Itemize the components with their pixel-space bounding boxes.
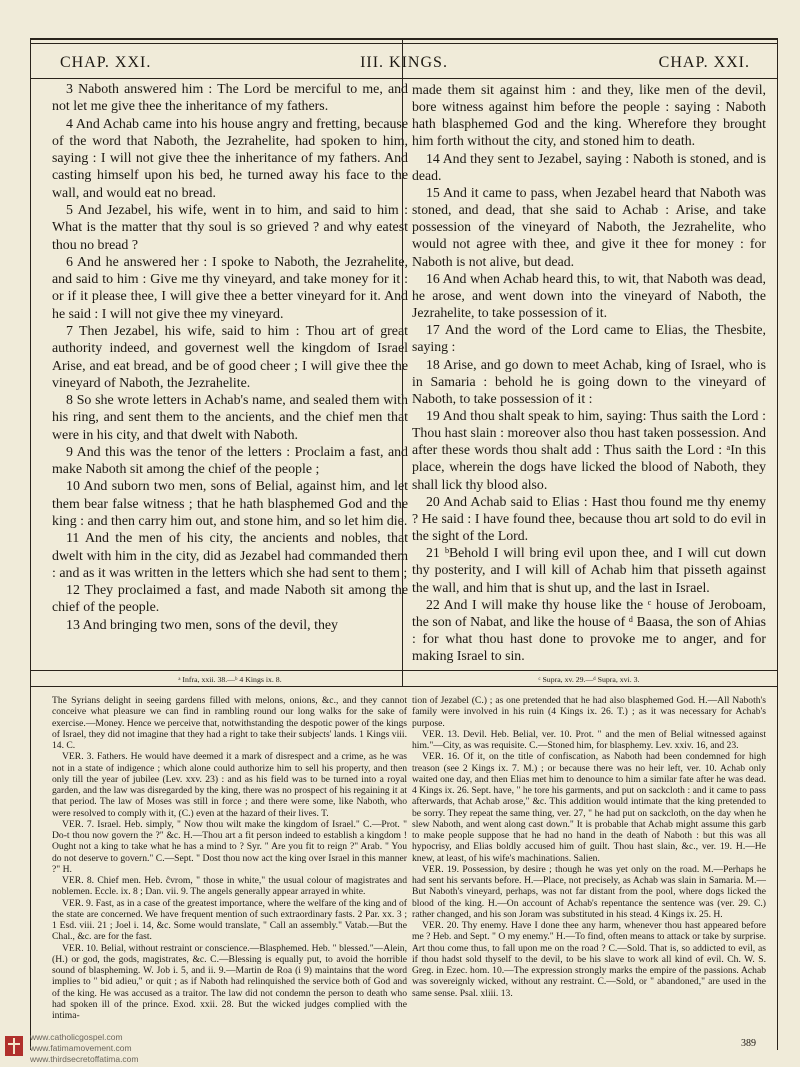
commentary-paragraph: VER. 3. Fathers. He would have deemed it a mark of disrespect and a crime, as he was not in a state of indigence ; which alone could authorize him to sell his property, and then only till the year of jubilee (Lev. xxv. 23) : and as his field was to be turned into a royal garden, and the law was disregarded by the king, there was no prospect of his regaining it at that period. The law of Moses was still in force ; and there were some, like Naboth, who were resolved to comply with it, (C.) even at the hazard of their lives. T.	[52, 751, 407, 819]
page-border-right	[777, 40, 778, 1050]
verse-paragraph: 4 And Achab came into his house angry and fretting, because of the word that Naboth, the Jezrahelite, had spoken to him, saying : I will not give thee the inheritance of my fathers. And casting himself upon his bed, he turned away his face to the wall, and would eat no bread.	[52, 116, 408, 201]
commentary-paragraph: tion of Jezabel (C.) ; as one pretended that he had also blasphemed God. H.—All Naboth's family were involved in his ruin (4 Kings ix. 26. T.) ; as it was necessary for Achab's purpose.	[412, 695, 766, 729]
footnote-left: ᵃ Infra, xxii. 38.—ᵇ 4 Kings ix. 8.	[178, 675, 282, 684]
watermark-line-3: www.thirdsecretoffatima.com	[30, 1054, 139, 1064]
verse-paragraph: 11 And the men of his city, the ancients and nobles, that dwelt with him in the city, did as Jezabel had commanded them : and as it was written in the letters which she had sent to them ;	[52, 531, 408, 581]
verse-paragraph: 9 And this was the tenor of the letters : Proclaim a fast, and make Naboth sit among the chief of the people ;	[52, 444, 408, 478]
header-book-title: III. KINGS.	[360, 54, 448, 71]
commentary-divider	[30, 686, 778, 687]
commentary-paragraph: VER. 19. Possession, by desire ; though he was yet only on the road. M.—Perhaps he had sent his servants before. H.—Place, not precisely, as Achab was slain in Samaria. M.—But Naboth's vineyard, perhaps, was not far distant from the pool, where dogs licked the blood of the king. H.—On account of Achab's repentance the sentence was (ver. 29. C.) rather changed, and his son Joram was substituted in his stead. 4 Kings ix. 25. H.	[412, 863, 766, 920]
verse-paragraph: 5 And Jezabel, his wife, went in to him, and said to him : What is the matter that thy soul is so grieved ? and why eatest thou no bread ?	[52, 202, 408, 253]
verse-paragraph: 15 And it came to pass, when Jezabel heard that Naboth was stoned, and dead, that she said to Achab : Arise, and take possession of the vineyard of Naboth, the Jezrahelite, who would not agree with thee, and give it thee for money : for Naboth is not alive, but dead.	[412, 184, 766, 269]
commentary-paragraph: VER. 13. Devil. Heb. Belial, ver. 10. Prot. " and the men of Belial witnessed against him."—City, as was requisite. C.—Stoned him, for blasphemy. Lev. xxiv. 16, and 23.	[412, 728, 766, 751]
header-divider	[30, 78, 778, 79]
verse-paragraph: 10 And suborn two men, sons of Belial, against him, and let them bear false witness ; that he hath blasphemed God and the king : and then carry him out, and stone him, and so let him die.	[52, 479, 408, 530]
verse-paragraph: 20 And Achab said to Elias : Hast thou found me thy enemy ? He said : I have found thee, because thou art sold to do evil in the sight of the Lord.	[412, 493, 766, 544]
page-number: 389	[741, 1038, 756, 1049]
running-header	[30, 54, 778, 78]
verse-paragraph: made them sit against him : and they, like men of the devil, bore witness against him before the people : saying : Naboth hath blasphemed God and the king. Wherefore they brought him forth without the city, and stoned him to death.	[412, 82, 766, 149]
verse-paragraph: 14 And they sent to Jezabel, saying : Naboth is stoned, and is dead.	[412, 150, 766, 183]
commentary-column-right	[412, 695, 766, 999]
verse-paragraph: 19 And thou shalt speak to him, saying: Thus saith the Lord : Thou hast slain : moreover also thou hast taken possession. And after these words thou shalt add : Thus saith the Lord : ᵃIn this place, wherein the dogs have licked the blood of Naboth, they shall lick thy blood also.	[412, 407, 766, 492]
verse-paragraph: 12 They proclaimed a fast, and made Naboth sit among the chief of the people.	[52, 583, 408, 616]
commentary-column-left	[52, 695, 407, 1021]
commentary-paragraph: The Syrians delight in seeing gardens filled with melons, onions, &c., and they cannot conceive what pleasure we can find in rambling round our long walks for the sake of exercise.—Money. Hence we perceive that, notwithstanding the despotic power of the kings of Israel, they did not imagine that they had a right to take their subjects' lands. 1 Kings viii. 14. C.	[52, 695, 407, 751]
commentary-paragraph: VER. 20. Thy enemy. Have I done thee any harm, whenever thou hast appeared before me ? Heb. and Sept. " O my enemy." H.—To find, often means to attack or take by surprise. Art thou come thus, to fall upon me on the road ? C.—Sold. That is, so addicted to evil, as if thou hadst sold thyself to the devil, to be his slave to work all kind of evil. Ch. W. S. Greg. in Ezec. hom. 10.—The expression strongly marks the empire of the passions. Achab was sovereignly wicked, without any restraint. C.—Sold, or " abandoned," are used in the same sense. Psal. xliii. 13.	[412, 920, 766, 999]
commentary-paragraph: VER. 8. Chief men. Heb. ĉvrom, " those in white," the usual colour of magistrates and noblemen. Eccle. ix. 8 ; Dan. vii. 9. The angels generally appear arrayed in white.	[52, 875, 407, 898]
header-chapter-right: CHAP. XXI.	[658, 54, 750, 71]
verse-paragraph: 13 And bringing two men, sons of the devil, they	[66, 617, 338, 633]
commentary-paragraph: VER. 7. Israel. Heb. simply, " Now thou wilt make the kingdom of Israel." C.—Prot. " Do-t thou now govern the ?" &c. H.—Thou art a fit person indeed to establish a kingdom ! Ought not a king to take what he has a mind to ? Syr. " Are you fit to reign ?" Arab. " You do not deserve to govern." C.—Sept. " Dost thou now act the king over Israel in this manner ?" H.	[52, 818, 407, 875]
fatima-logo-icon	[4, 1035, 24, 1057]
watermark-line-1: www.catholicgospel.com	[30, 1032, 123, 1042]
verse-paragraph: 7 Then Jezabel, his wife, said to him : Thou art of great authority indeed, and governest well the kingdom of Israel Arise, and eat bread, and be of good cheer ; I will give thee the vineyard of Naboth, the Jezrahelite.	[52, 323, 408, 391]
verse-paragraph: 3 Naboth answered him : The Lord be merciful to me, and not let me give thee the inheritance of my fathers.	[52, 82, 408, 115]
footnote-right: ᶜ Supra, xv. 29.—ᵈ Supra, xvi. 3.	[538, 675, 640, 684]
verse-paragraph: 18 Arise, and go down to meet Achab, king of Israel, who is in Samaria : behold he is going down to the vineyard of Naboth, to take possession of it :	[412, 356, 766, 406]
commentary-paragraph: VER. 16. Of it, on the title of confiscation, as Naboth had been condemned for high treason (see 2 Kings ix. 7. M.) ; or because there was no heir left, ver. 10. Achab only waited one day, and then Elias met him to denounce to him a similar fate after he was dead. 4 Kings ix. 26. Sept. have, " he tore his garments, and put on sackcloth : and it came to pass afterwards, that Achab arose," &c. This addition would intimate that the king pretended to be sorry. They repeat the same thing, ver. 27, " he had put on sackcloth, on the day when he slew Naboth, and went along cast down." It is probable that Achab might assume this garb to make people suppose that he had no hand in the death of Naboth : but this was all hypocrisy, and Elias boldly accused him of guilt. Thou hast slain, &c., ver. 19. H.—He knew, at least, of his wife's machinations. Salien.	[412, 751, 766, 864]
commentary-paragraph: VER. 10. Belial, without restraint or conscience.—Blasphemed. Heb. " blessed."—Alein, (H.) or god, the gods, magistrates, &c. C.—Blessing is equally put, to avoid the horrible sound of blaspheming. W. Job i. 5, and ii. 9.—Martin de Roa (i 9) maintains that the word implies to " bid adieu," or quit ; as if Naboth had relinquished the service both of God and of the king. He was accused as a traitor. The law did not condemn the person to death who had spoken ill of the prince. Exod. xxii. 28. But the wicked judges complied with the intima-	[52, 942, 407, 1021]
verse-paragraph: 16 And when Achab heard this, to wit, that Naboth was dead, he arose, and went down into the vineyard of Naboth, the Jezrahelite, to take possession of it.	[412, 270, 766, 321]
page-border-left	[30, 40, 31, 1050]
verse-paragraph: 6 And he answered her : I spoke to Naboth, the Jezrahelite, and said to him : Give me thy vineyard, and take money for it : or if it please thee, I will give thee a better vineyard for it. And he said : I will not give thee my vineyard.	[52, 254, 408, 322]
text-footnote-divider	[30, 670, 778, 671]
scripture-column-left	[52, 81, 408, 634]
header-chapter-left: CHAP. XXI.	[60, 54, 152, 71]
verse-paragraph: 8 So she wrote letters in Achab's name, and sealed them with his ring, and sent them to the ancients, and the chief men that were in his city, and that dwelt with Naboth.	[52, 393, 408, 443]
book-page	[30, 38, 778, 1050]
verse-paragraph: 21 ᵇBehold I will bring evil upon thee, and I will cut down thy posterity, and I will kill of Achab him that pisseth against the wall, and him that is shut up, and the last in Israel.	[412, 545, 766, 595]
watermark-line-2: www.fatimamovement.com	[30, 1043, 132, 1053]
commentary-paragraph: VER. 9. Fast, as in a case of the greatest importance, where the welfare of the king and of the state are concerned. We have frequent mention of such extraordinary fasts. 2 Par. xx. 3 ; 1 Esd. viii. 21 ; Joel i. 14, &c. Some would translate, " Call an assembly." Vatab.—But the Chal., &c. are for the fast.	[52, 897, 407, 943]
scripture-column-right	[412, 81, 766, 664]
verse-paragraph: 22 And I will make thy house like the ᶜ house of Jeroboam, the son of Nabat, and like the house of ᵈ Baasa, the son of Ahias : for what thou hast done to provoke me to anger, and for making Israel to sin.	[412, 596, 766, 664]
verse-paragraph: 17 And the word of the Lord came to Elias, the Thesbite, saying :	[412, 322, 766, 355]
